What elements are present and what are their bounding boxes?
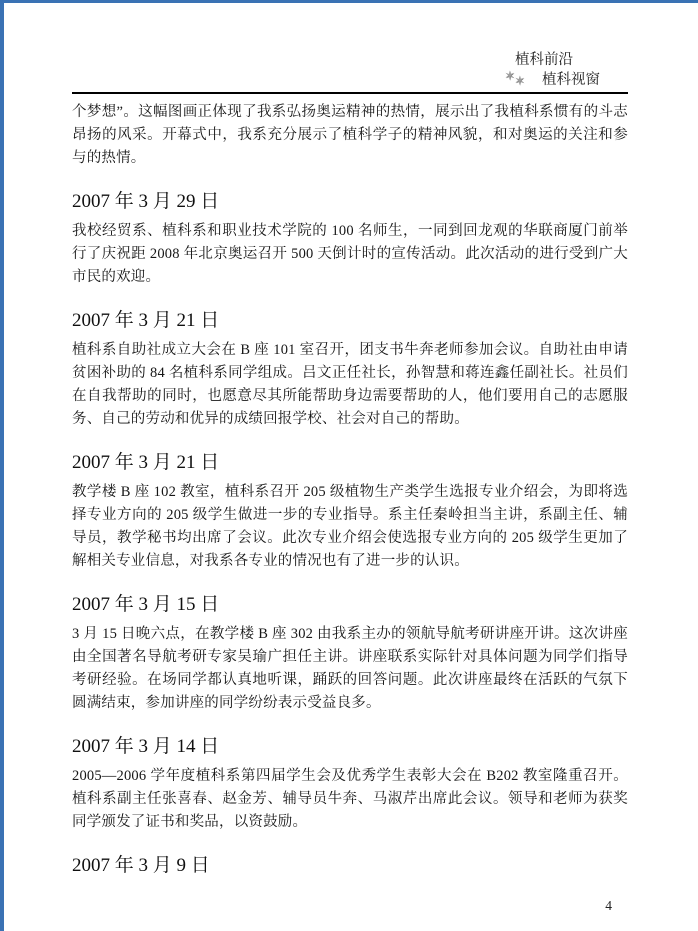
- date-heading: 2007 年 3 月 15 日: [72, 594, 220, 615]
- news-paragraph: 教学楼 B 座 102 教室，植科系召开 205 级植物生产类学生选报专业介绍会，为即将选择专业方向的 205 级学生做进一步的专业指导。系主任秦岭担当主讲，系副主任、辅导员，教学秘书均出席了会议。此次专业介绍会使选报专业方向的 205 级学生更加了解相关专业信息，对我系各专业的情况也有了进一步的认识。: [72, 484, 628, 569]
- header-title-line1: 植科前沿: [515, 52, 573, 68]
- date-heading: 2007 年 3 月 14 日: [72, 736, 220, 757]
- document-page: [72, 0, 628, 931]
- document-header: [72, 0, 628, 94]
- document-body: [72, 94, 628, 878]
- date-heading: 2007 年 3 月 21 日: [72, 452, 220, 473]
- news-paragraph: 2005—2006 学年度植科系第四届学生会及优秀学生表彰大会在 B202 教室隆重召开。植科系副主任张喜春、赵金芳、辅导员牛奔、马淑芹出席此会议。领导和老师为获奖同学颁发了证书和奖品，以资鼓励。: [72, 768, 628, 830]
- news-paragraph: 3 月 15 日晚六点，在教学楼 B 座 302 由我系主办的领航导航考研讲座开讲。这次讲座由全国著名导航考研专家吴瑜广担任主讲。讲座联系实际针对具体问题为同学们指导考研经验。在场同学都认真地听课，踊跃的回答问题。此次讲座最终在活跃的气氛下圆满结束，参加讲座的同学纷纷表示受益良多。: [72, 626, 628, 711]
- date-heading: 2007 年 3 月 9 日: [72, 855, 210, 876]
- window-left-border: [0, 0, 4, 931]
- date-heading: 2007 年 3 月 21 日: [72, 310, 220, 331]
- star-icon: ✶: [504, 69, 515, 84]
- header-title-line2-row: [72, 70, 628, 90]
- header-title-line2: 植科视窗: [542, 72, 600, 88]
- decoration-stars: [504, 70, 524, 90]
- date-heading: 2007 年 3 月 29 日: [72, 191, 220, 212]
- news-paragraph: 植科系自助社成立大会在 B 座 101 室召开，团支书牛奔老师参加会议。自助社由申请贫困补助的 84 名植科系同学组成。吕文正任社长，孙智慧和蒋连鑫任副社长。社员们在自我帮助的同时，也愿意尽其所能帮助身边需要帮助的人，他们要用自己的志愿服务、自己的劳动和优异的成绩回报学校、社会对自己的帮助。: [72, 342, 628, 427]
- news-paragraph: 个梦想”。这幅图画正体现了我系弘扬奥运精神的热情，展示出了我植科系惯有的斗志昂扬的风采。开幕式中，我系充分展示了植科学子的精神风貌，和对奥运的关注和参与的热情。: [72, 104, 628, 166]
- page-number: 4: [605, 898, 612, 913]
- star-icon: ✶: [514, 74, 524, 89]
- news-paragraph: 我校经贸系、植科系和职业技术学院的 100 名师生，一同到回龙观的华联商厦门前举行了庆祝距 2008 年北京奥运召开 500 天倒计时的宣传活动。此次活动的进行受到广大市民的欢迎。: [72, 223, 628, 285]
